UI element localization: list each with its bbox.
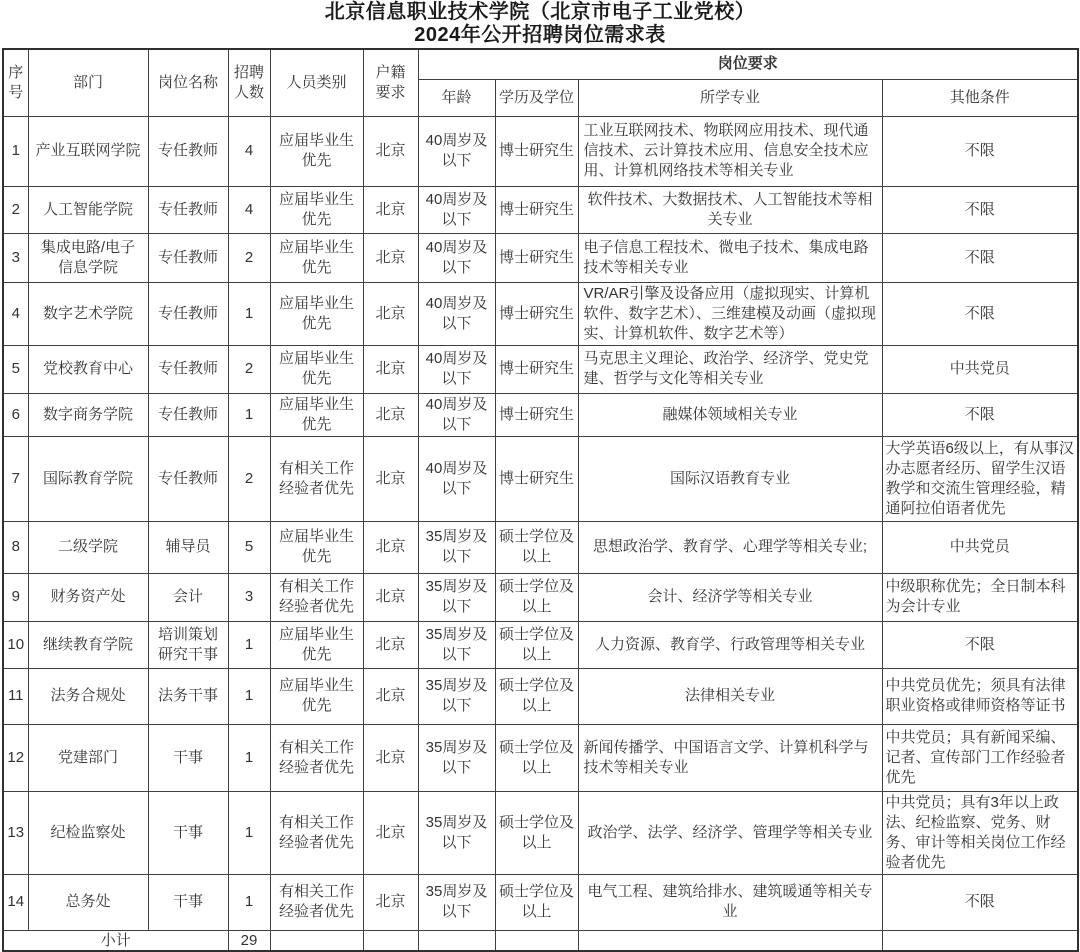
table-row xyxy=(3,116,1078,186)
cell-age: 35周岁及以下 xyxy=(418,874,495,930)
cell-personnel-type: 应届毕业生优先 xyxy=(270,668,363,724)
col-header-major: 所学专业 xyxy=(578,79,882,116)
table-row xyxy=(3,573,1078,621)
col-header-other-conditions: 其他条件 xyxy=(882,79,1078,116)
cell-age: 40周岁及以下 xyxy=(418,436,495,521)
cell-department: 国际教育学院 xyxy=(28,436,148,521)
subtotal-row xyxy=(3,930,1078,951)
cell-department: 数字艺术学院 xyxy=(28,282,148,345)
cell-degree: 博士研究生 xyxy=(495,282,578,345)
cell-residence: 北京 xyxy=(363,233,418,282)
cell-age: 35周岁及以下 xyxy=(418,668,495,724)
cell-personnel-type: 应届毕业生优先 xyxy=(270,345,363,393)
cell-residence: 北京 xyxy=(363,573,418,621)
cell-other-conditions: 不限 xyxy=(882,874,1078,930)
cell-other-conditions: 不限 xyxy=(882,282,1078,345)
cell-degree: 博士研究生 xyxy=(495,233,578,282)
col-header-degree: 学历及学位 xyxy=(495,79,578,116)
cell-age: 35周岁及以下 xyxy=(418,573,495,621)
recruitment-requirements-table xyxy=(2,48,1079,952)
cell-major: 人力资源、教育学、行政管理等相关专业 xyxy=(578,621,882,668)
cell-seq: 1 xyxy=(3,116,28,186)
cell-personnel-type: 应届毕业生优先 xyxy=(270,521,363,573)
cell-degree: 博士研究生 xyxy=(495,116,578,186)
page-title xyxy=(0,0,1080,48)
cell-headcount: 5 xyxy=(228,521,270,573)
cell-post-name: 专任教师 xyxy=(148,282,228,345)
cell-other-conditions: 中共党员 xyxy=(882,521,1078,573)
cell-seq: 3 xyxy=(3,233,28,282)
cell-residence: 北京 xyxy=(363,521,418,573)
cell-headcount: 1 xyxy=(228,393,270,436)
cell-major: 马克思主义理论、政治学、经济学、党史党建、哲学与文化等相关专业 xyxy=(578,345,882,393)
col-header-personnel-type: 人员类别 xyxy=(270,49,363,116)
cell-other-conditions: 中共党员优先；须具有法律职业资格或律师资格等证书 xyxy=(882,668,1078,724)
cell-personnel-type: 应届毕业生优先 xyxy=(270,621,363,668)
cell-headcount: 2 xyxy=(228,345,270,393)
cell-degree: 博士研究生 xyxy=(495,186,578,233)
subtotal-empty-cell xyxy=(578,930,882,951)
cell-other-conditions: 中级职称优先；全日制本科为会计专业 xyxy=(882,573,1078,621)
table-row xyxy=(3,724,1078,791)
cell-major: 国际汉语教育专业 xyxy=(578,436,882,521)
cell-residence: 北京 xyxy=(363,116,418,186)
cell-seq: 6 xyxy=(3,393,28,436)
cell-post-name: 辅导员 xyxy=(148,521,228,573)
cell-major: 新闻传播学、中国语言文学、计算机科学与技术等相关专业 xyxy=(578,724,882,791)
cell-major: 软件技术、大数据技术、人工智能技术等相关专业 xyxy=(578,186,882,233)
table-row xyxy=(3,233,1078,282)
cell-personnel-type: 应届毕业生优先 xyxy=(270,116,363,186)
table-row xyxy=(3,791,1078,874)
cell-headcount: 4 xyxy=(228,186,270,233)
cell-post-name: 干事 xyxy=(148,724,228,791)
cell-degree: 硕士学位及以上 xyxy=(495,621,578,668)
cell-seq: 2 xyxy=(3,186,28,233)
subtotal-empty-cell xyxy=(882,930,1078,951)
cell-residence: 北京 xyxy=(363,791,418,874)
cell-other-conditions: 不限 xyxy=(882,393,1078,436)
cell-headcount: 1 xyxy=(228,874,270,930)
cell-post-name: 干事 xyxy=(148,791,228,874)
cell-headcount: 3 xyxy=(228,573,270,621)
title-line-2: 2024年公开招聘岗位需求表 xyxy=(414,24,666,46)
table-row xyxy=(3,521,1078,573)
cell-major: 工业互联网技术、物联网应用技术、现代通信技术、云计算技术应用、信息安全技术应用、计算机网络技术等相关专业 xyxy=(578,116,882,186)
subtotal-empty-cell xyxy=(418,930,495,951)
subtotal-empty-cell xyxy=(270,930,363,951)
cell-age: 40周岁及以下 xyxy=(418,345,495,393)
cell-residence: 北京 xyxy=(363,393,418,436)
cell-headcount: 1 xyxy=(228,668,270,724)
cell-seq: 11 xyxy=(3,668,28,724)
cell-post-name: 专任教师 xyxy=(148,186,228,233)
cell-age: 40周岁及以下 xyxy=(418,116,495,186)
cell-post-name: 培训策划研究干事 xyxy=(148,621,228,668)
cell-age: 40周岁及以下 xyxy=(418,233,495,282)
cell-post-name: 专任教师 xyxy=(148,345,228,393)
cell-degree: 博士研究生 xyxy=(495,393,578,436)
cell-department: 党建部门 xyxy=(28,724,148,791)
cell-seq: 5 xyxy=(3,345,28,393)
cell-headcount: 4 xyxy=(228,116,270,186)
table-row xyxy=(3,282,1078,345)
cell-age: 35周岁及以下 xyxy=(418,521,495,573)
subtotal-label: 小计 xyxy=(3,930,228,951)
cell-post-name: 专任教师 xyxy=(148,233,228,282)
cell-age: 40周岁及以下 xyxy=(418,393,495,436)
cell-major: 政治学、法学、经济学、管理学等相关专业 xyxy=(578,791,882,874)
cell-post-name: 法务干事 xyxy=(148,668,228,724)
cell-department: 产业互联网学院 xyxy=(28,116,148,186)
cell-department: 人工智能学院 xyxy=(28,186,148,233)
table-row xyxy=(3,436,1078,521)
cell-residence: 北京 xyxy=(363,668,418,724)
cell-age: 40周岁及以下 xyxy=(418,186,495,233)
cell-residence: 北京 xyxy=(363,282,418,345)
cell-department: 继续教育学院 xyxy=(28,621,148,668)
cell-personnel-type: 有相关工作经验者优先 xyxy=(270,724,363,791)
cell-degree: 硕士学位及以上 xyxy=(495,724,578,791)
cell-residence: 北京 xyxy=(363,345,418,393)
cell-seq: 10 xyxy=(3,621,28,668)
cell-post-name: 干事 xyxy=(148,874,228,930)
col-header-age: 年龄 xyxy=(418,79,495,116)
cell-personnel-type: 应届毕业生优先 xyxy=(270,233,363,282)
cell-major: 电气工程、建筑给排水、建筑暖通等相关专业 xyxy=(578,874,882,930)
col-header-seq: 序号 xyxy=(3,49,28,116)
cell-personnel-type: 有相关工作经验者优先 xyxy=(270,573,363,621)
cell-post-name: 会计 xyxy=(148,573,228,621)
cell-degree: 博士研究生 xyxy=(495,345,578,393)
cell-department: 集成电路/电子信息学院 xyxy=(28,233,148,282)
cell-other-conditions: 不限 xyxy=(882,116,1078,186)
title-line-1: 北京信息职业技术学院（北京市电子工业党校） xyxy=(324,1,756,23)
col-header-headcount: 招聘人数 xyxy=(228,49,270,116)
cell-seq: 4 xyxy=(3,282,28,345)
cell-degree: 硕士学位及以上 xyxy=(495,874,578,930)
cell-residence: 北京 xyxy=(363,874,418,930)
cell-major: 电子信息工程技术、微电子技术、集成电路技术等相关专业 xyxy=(578,233,882,282)
subtotal-empty-cell xyxy=(495,930,578,951)
cell-personnel-type: 应届毕业生优先 xyxy=(270,186,363,233)
table-row xyxy=(3,393,1078,436)
cell-department: 党校教育中心 xyxy=(28,345,148,393)
subtotal-empty-cell xyxy=(363,930,418,951)
cell-other-conditions: 中共党员 xyxy=(882,345,1078,393)
cell-major: VR/AR引擎及设备应用（虚拟现实、计算机软件、数字艺术）、三维建模及动画（虚拟现实、计算机软件、数字艺术等） xyxy=(578,282,882,345)
cell-personnel-type: 应届毕业生优先 xyxy=(270,282,363,345)
col-header-post-name: 岗位名称 xyxy=(148,49,228,116)
cell-post-name: 专任教师 xyxy=(148,116,228,186)
cell-other-conditions: 不限 xyxy=(882,186,1078,233)
table-row xyxy=(3,186,1078,233)
cell-seq: 8 xyxy=(3,521,28,573)
cell-age: 40周岁及以下 xyxy=(418,282,495,345)
cell-headcount: 2 xyxy=(228,436,270,521)
cell-age: 35周岁及以下 xyxy=(418,724,495,791)
table-row xyxy=(3,345,1078,393)
cell-headcount: 1 xyxy=(228,621,270,668)
cell-personnel-type: 有相关工作经验者优先 xyxy=(270,436,363,521)
cell-headcount: 2 xyxy=(228,233,270,282)
col-header-requirements-group: 岗位要求 xyxy=(418,49,1078,79)
cell-major: 法律相关专业 xyxy=(578,668,882,724)
cell-other-conditions: 不限 xyxy=(882,621,1078,668)
cell-major: 思想政治学、教育学、心理学等相关专业; xyxy=(578,521,882,573)
cell-other-conditions: 不限 xyxy=(882,233,1078,282)
cell-post-name: 专任教师 xyxy=(148,436,228,521)
cell-other-conditions: 大学英语6级以上，有从事汉办志愿者经历、留学生汉语教学和交流生管理经验，精通阿拉伯语者优先 xyxy=(882,436,1078,521)
cell-seq: 12 xyxy=(3,724,28,791)
cell-personnel-type: 有相关工作经验者优先 xyxy=(270,874,363,930)
cell-department: 二级学院 xyxy=(28,521,148,573)
cell-degree: 博士研究生 xyxy=(495,436,578,521)
cell-personnel-type: 有相关工作经验者优先 xyxy=(270,791,363,874)
table-row xyxy=(3,621,1078,668)
cell-age: 35周岁及以下 xyxy=(418,791,495,874)
cell-degree: 硕士学位及以上 xyxy=(495,521,578,573)
cell-headcount: 1 xyxy=(228,791,270,874)
cell-major: 会计、经济学等相关专业 xyxy=(578,573,882,621)
cell-department: 财务资产处 xyxy=(28,573,148,621)
cell-department: 数字商务学院 xyxy=(28,393,148,436)
cell-other-conditions: 中共党员；具有3年以上政法、纪检监察、党务、财务、审计等相关岗位工作经验者优先 xyxy=(882,791,1078,874)
table-row xyxy=(3,874,1078,930)
table-row xyxy=(3,668,1078,724)
subtotal-total: 29 xyxy=(228,930,270,951)
cell-residence: 北京 xyxy=(363,724,418,791)
cell-age: 35周岁及以下 xyxy=(418,621,495,668)
cell-residence: 北京 xyxy=(363,436,418,521)
cell-post-name: 专任教师 xyxy=(148,393,228,436)
cell-seq: 14 xyxy=(3,874,28,930)
cell-department: 法务合规处 xyxy=(28,668,148,724)
col-header-department: 部门 xyxy=(28,49,148,116)
cell-seq: 13 xyxy=(3,791,28,874)
cell-degree: 硕士学位及以上 xyxy=(495,573,578,621)
cell-personnel-type: 应届毕业生优先 xyxy=(270,393,363,436)
cell-residence: 北京 xyxy=(363,186,418,233)
cell-residence: 北京 xyxy=(363,621,418,668)
cell-headcount: 1 xyxy=(228,724,270,791)
cell-other-conditions: 中共党员；具有新闻采编、记者、宣传部门工作经验者优先 xyxy=(882,724,1078,791)
cell-department: 纪检监察处 xyxy=(28,791,148,874)
cell-seq: 9 xyxy=(3,573,28,621)
col-header-residence: 户籍要求 xyxy=(363,49,418,116)
cell-headcount: 1 xyxy=(228,282,270,345)
cell-degree: 硕士学位及以上 xyxy=(495,791,578,874)
cell-major: 融媒体领域相关专业 xyxy=(578,393,882,436)
cell-degree: 硕士学位及以上 xyxy=(495,668,578,724)
cell-seq: 7 xyxy=(3,436,28,521)
cell-department: 总务处 xyxy=(28,874,148,930)
